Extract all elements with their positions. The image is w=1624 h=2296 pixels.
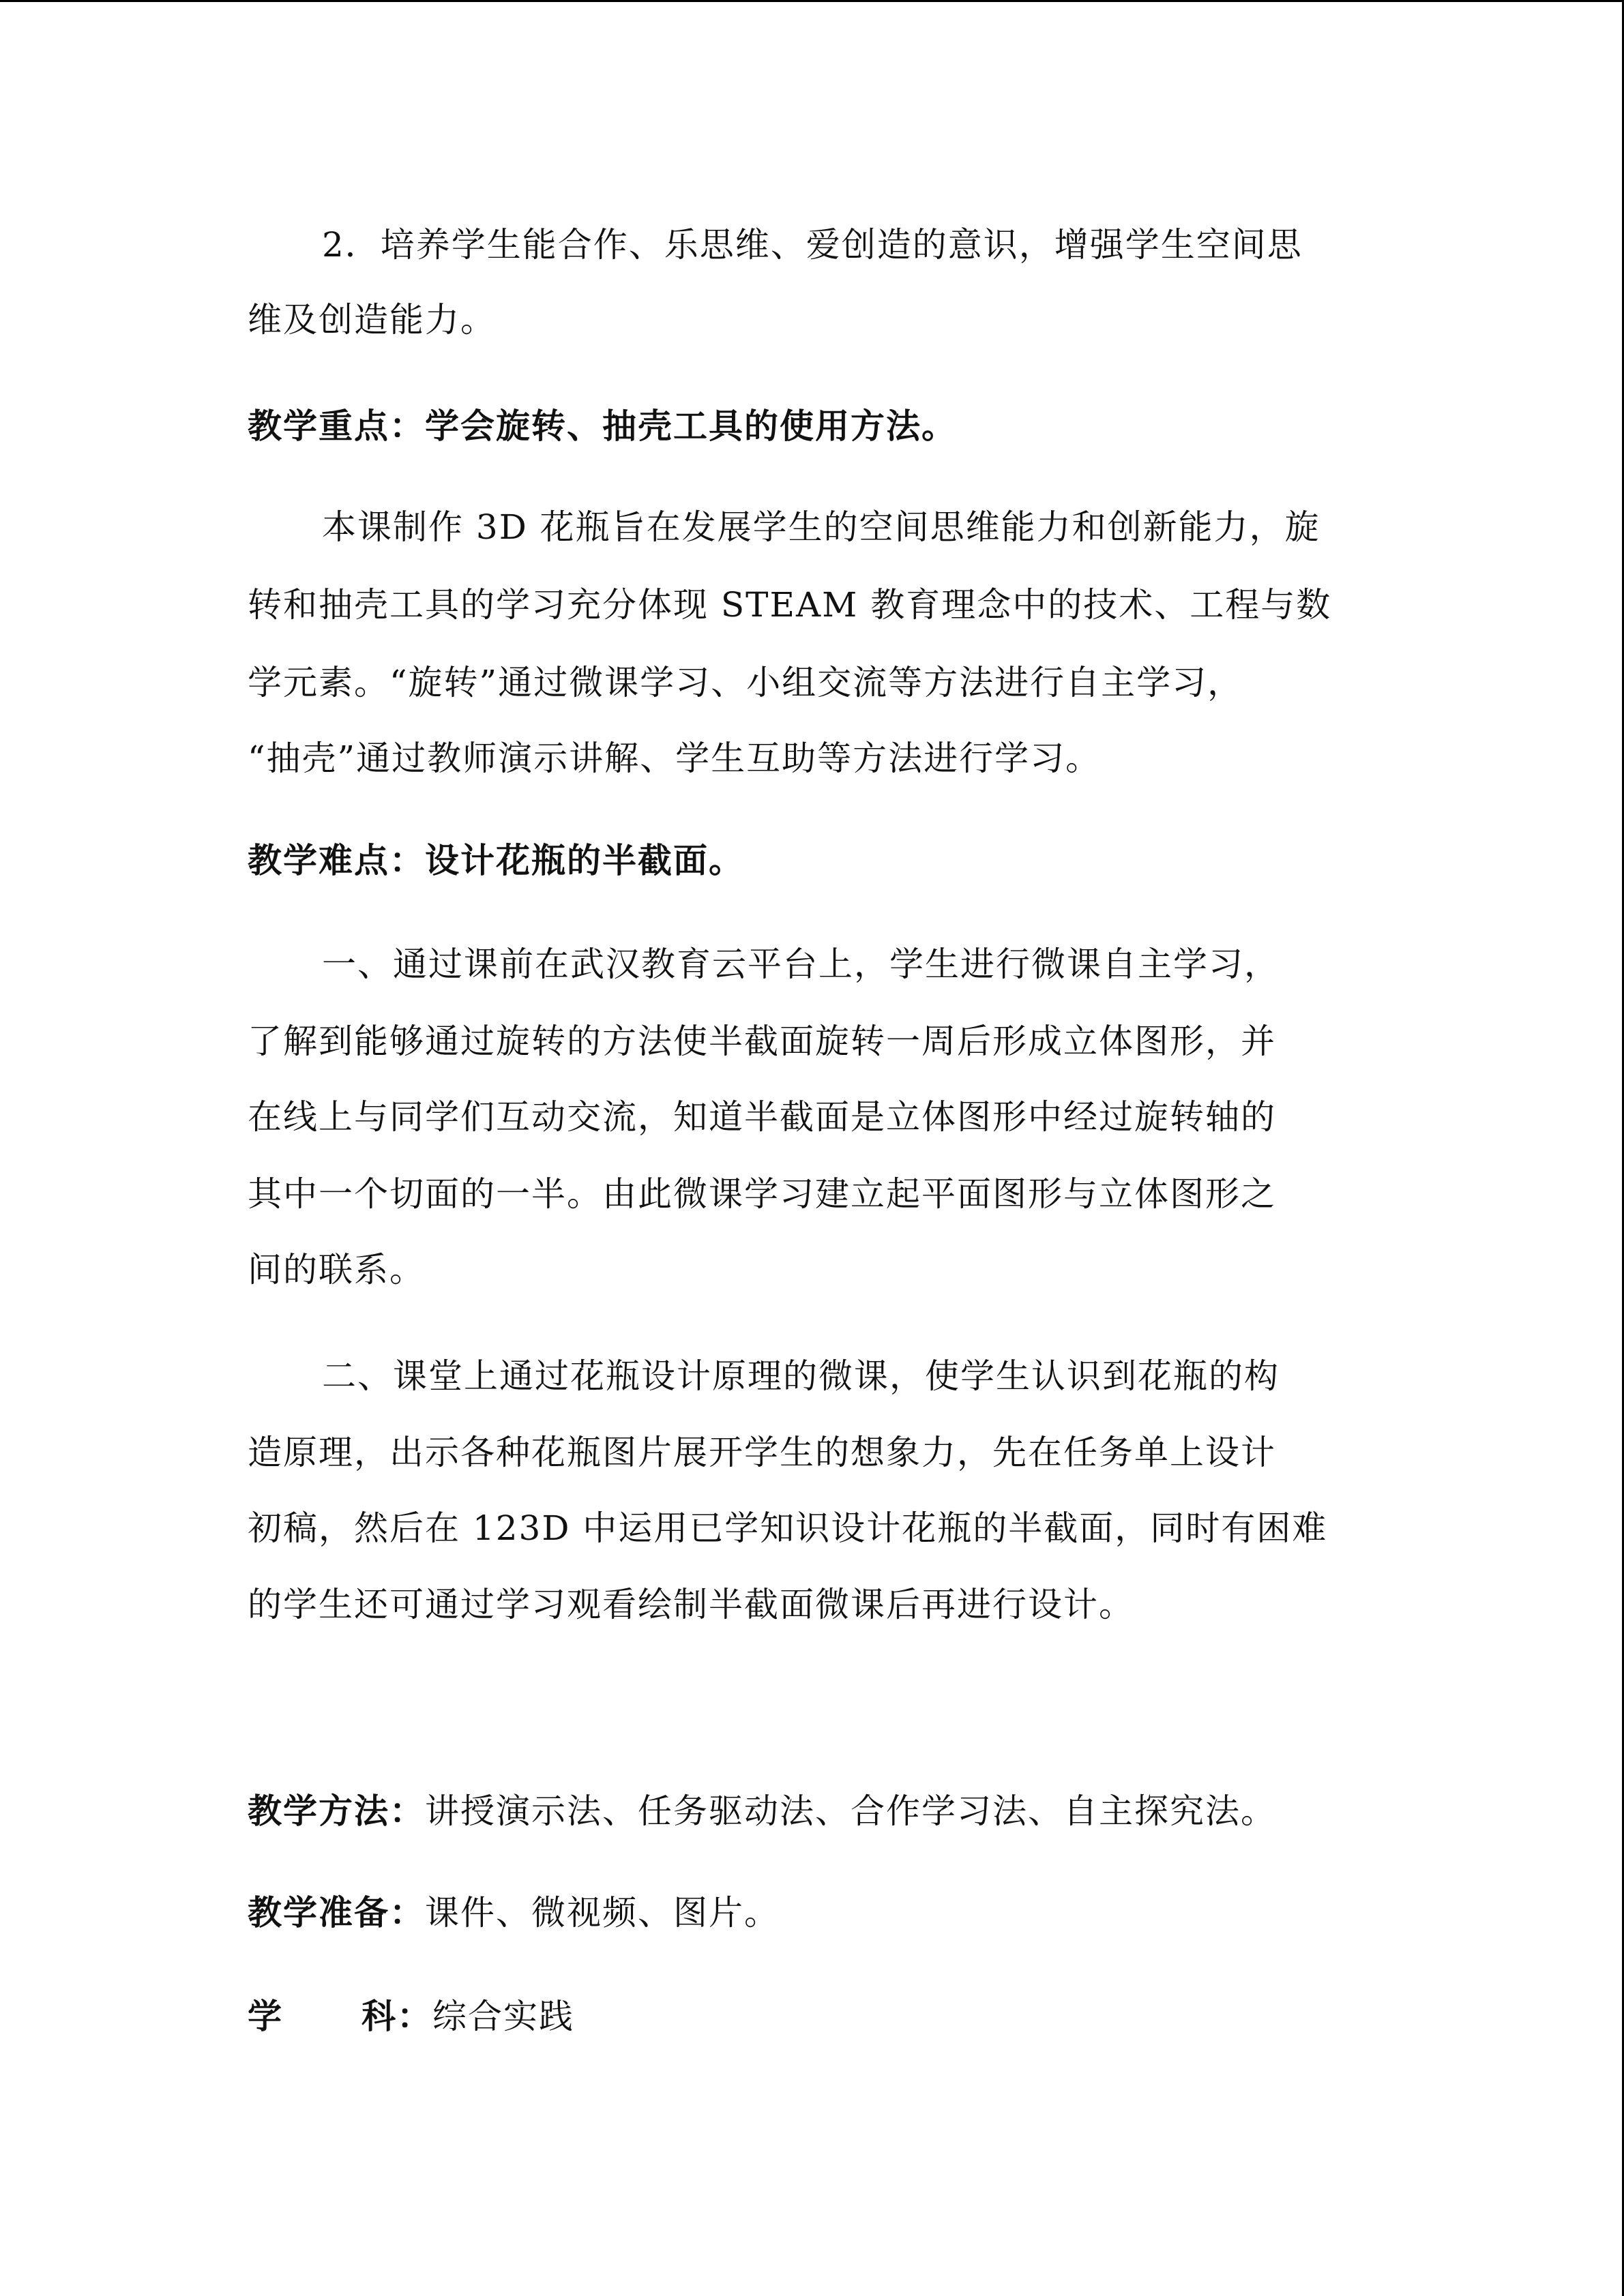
methods-label: 教学方法： xyxy=(248,1791,425,1831)
key-point-line-4: “抽壳”通过教师演示讲解、学生互助等方法进行学习。 xyxy=(248,739,1102,778)
difficulty-part2-line-2: 造原理，出示各种花瓶图片展开学生的想象力，先在任务单上设计 xyxy=(248,1433,1276,1472)
key-point-line-1: 本课制作 3D 花瓶旨在发展学生的空间思维能力和创新能力，旋 xyxy=(322,507,1320,547)
difficulty-part1-line-3: 在线上与同学们互动交流，知道半截面是立体图形中经过旋转轴的 xyxy=(248,1097,1276,1137)
difficulty-part1-line-1: 一、通过课前在武汉教育云平台上，学生进行微课自主学习， xyxy=(322,944,1280,984)
subject-value: 综合实践 xyxy=(432,1997,574,2036)
subject-label-second: 科： xyxy=(361,1996,432,2036)
difficulty-part2-line-3: 初稿，然后在 123D 中运用已学知识设计花瓶的半截面，同时有困难 xyxy=(248,1508,1328,1548)
subject-row xyxy=(248,1993,1380,2040)
key-point-line-3: 学元素。“旋转”通过微课学习、小组交流等方法进行自主学习， xyxy=(248,663,1243,702)
difficulty-part2-line-1: 二、课堂上通过花瓶设计原理的微课，使学生认识到花瓶的构 xyxy=(322,1356,1280,1396)
methods-value: 讲授演示法、任务驱动法、合作学习法、自主探究法。 xyxy=(425,1791,1276,1831)
methods-row xyxy=(248,1787,1380,1835)
preparation-row xyxy=(248,1889,1380,1937)
subject-label-first: 学 xyxy=(248,1996,283,2036)
difficulty-part1-line-5: 间的联系。 xyxy=(248,1250,425,1289)
difficulty-part1-line-4: 其中一个切面的一半。由此微课学习建立起平面图形与立体图形之 xyxy=(248,1174,1276,1214)
preparation-label: 教学准备： xyxy=(248,1892,425,1933)
difficulty-part2-line-4: 的学生还可通过学习观看绘制半截面微课后再进行设计。 xyxy=(248,1585,1134,1624)
goal-2-line-1: 2．培养学生能合作、乐思维、爱创造的意识，增强学生空间思 xyxy=(322,225,1303,265)
page-top-border xyxy=(0,0,1624,2)
goal-2-line-2: 维及创造能力。 xyxy=(248,300,496,340)
difficulty-part1-line-2: 了解到能够通过旋转的方法使半截面旋转一周后形成立体图形，并 xyxy=(248,1022,1276,1061)
preparation-value: 课件、微视频、图片。 xyxy=(425,1893,780,1933)
key-point-heading: 教学重点：学会旋转、抽壳工具的使用方法。 xyxy=(248,406,957,446)
difficulty-heading: 教学难点：设计花瓶的半截面。 xyxy=(248,840,744,880)
key-point-line-2: 转和抽壳工具的学习充分体现 STEAM 教育理念中的技术、工程与数 xyxy=(248,585,1332,625)
